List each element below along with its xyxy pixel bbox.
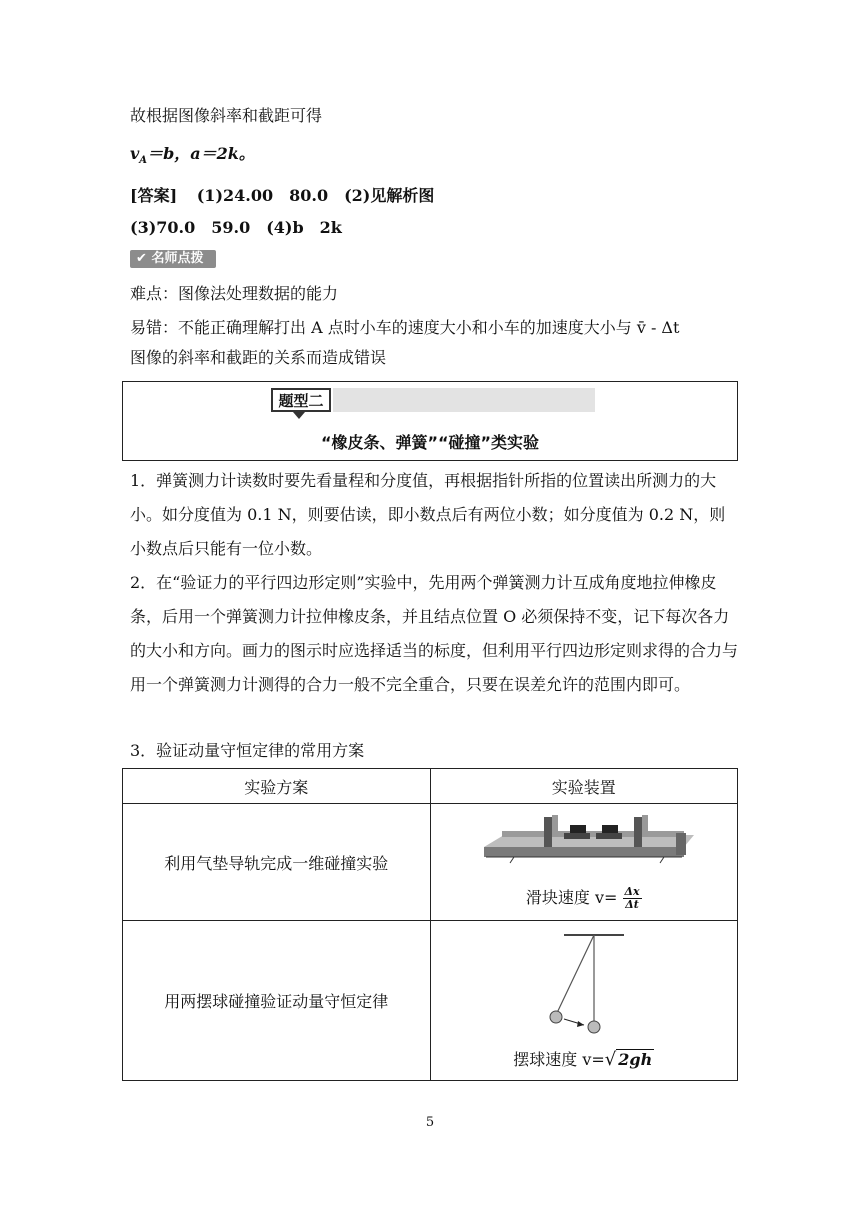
ball-speed-label: 摆球速度 v= bbox=[513, 1050, 605, 1069]
table-row bbox=[123, 921, 738, 1081]
apparatus-cell bbox=[430, 921, 738, 1081]
section-tag: 题型二 bbox=[271, 388, 331, 412]
tag-pointer-icon bbox=[293, 412, 305, 419]
tag-bar bbox=[333, 388, 595, 412]
check-icon: ✔ bbox=[136, 251, 147, 266]
answer-part-1: (1)24.00 80.0 (2)见解析图 bbox=[196, 186, 435, 205]
answer-label: [答案] bbox=[130, 186, 178, 205]
paragraph-1: 1．弹簧测力计读数时要先看量程和分度值，再根据指针所指的位置读出所测力的大小。如分度值为 0.1 N，则要估读，即小数点后有两位小数；如分度值为 0.2 N，则小数点后只能有一位小数。 bbox=[130, 471, 726, 558]
intro-line-1: 故根据图像斜率和截距可得 bbox=[130, 106, 323, 125]
difficulty-line: 难点：图像法处理数据的能力 bbox=[130, 284, 339, 303]
air-track-illustration bbox=[474, 813, 694, 879]
slider-speed-label: 滑块速度 v= bbox=[525, 888, 618, 907]
air-track-caption bbox=[431, 885, 738, 911]
paragraph-3: 3．验证动量守恒定律的常用方案 bbox=[130, 741, 365, 760]
velocity-subscript: A bbox=[139, 155, 148, 167]
velocity-relation: ＝b，a＝2k。 bbox=[147, 144, 255, 163]
scheme-cell: 用两摆球碰撞验证动量守恒定律 bbox=[123, 921, 431, 1081]
section-title: “橡皮条、弹簧”“碰撞”类实验 bbox=[320, 433, 540, 452]
pendulum-caption bbox=[431, 1047, 738, 1070]
experiment-table bbox=[122, 768, 738, 1081]
header-scheme: 实验方案 bbox=[123, 769, 431, 804]
page-number: 5 bbox=[425, 1115, 435, 1130]
pendulum-illustration bbox=[474, 931, 694, 1043]
table-row bbox=[123, 804, 738, 921]
velocity-fraction bbox=[623, 886, 642, 911]
answer-line-1 bbox=[130, 184, 434, 208]
tip-badge bbox=[130, 250, 216, 268]
sqrt-icon: √ bbox=[604, 1049, 617, 1070]
apparatus-cell bbox=[430, 804, 738, 921]
fraction-denominator: Δt bbox=[625, 898, 639, 911]
section-box bbox=[122, 381, 738, 461]
paragraph-2: 2．在“验证力的平行四边形定则”实验中，先用两个弹簧测力计互成角度地拉伸橡皮条，后用一个弹簧测力计拉伸橡皮条，并且结点位置 O 必须保持不变，记下每次各力的大小和方向。画力的图示时应选择适当的标度，但利用平行四边形定则求得的合力与用一个弹簧测力计测得的合力一般不完全重合，只要在误差允许的范围内即可。 bbox=[130, 573, 739, 694]
velocity-symbol: v bbox=[130, 144, 140, 163]
answer-line-2: (3)70.0 59.0 (4)b 2k bbox=[130, 218, 342, 237]
tip-badge-label: 名师点拨 bbox=[151, 251, 204, 266]
error-line-2: 图像的斜率和截距的关系而造成错误 bbox=[130, 348, 387, 367]
error-line-1: 易错：不能正确理解打出 A 点时小车的速度大小和小车的加速度大小与 v̄ - Δt bbox=[130, 318, 680, 337]
scheme-cell: 利用气垫导轨完成一维碰撞实验 bbox=[123, 804, 431, 921]
fraction-numerator: Δx bbox=[624, 885, 640, 898]
header-apparatus: 实验装置 bbox=[430, 769, 738, 804]
table-header-row bbox=[123, 769, 738, 804]
sqrt-radicand: 2gh bbox=[618, 1050, 653, 1069]
intro-line-2 bbox=[130, 142, 255, 173]
